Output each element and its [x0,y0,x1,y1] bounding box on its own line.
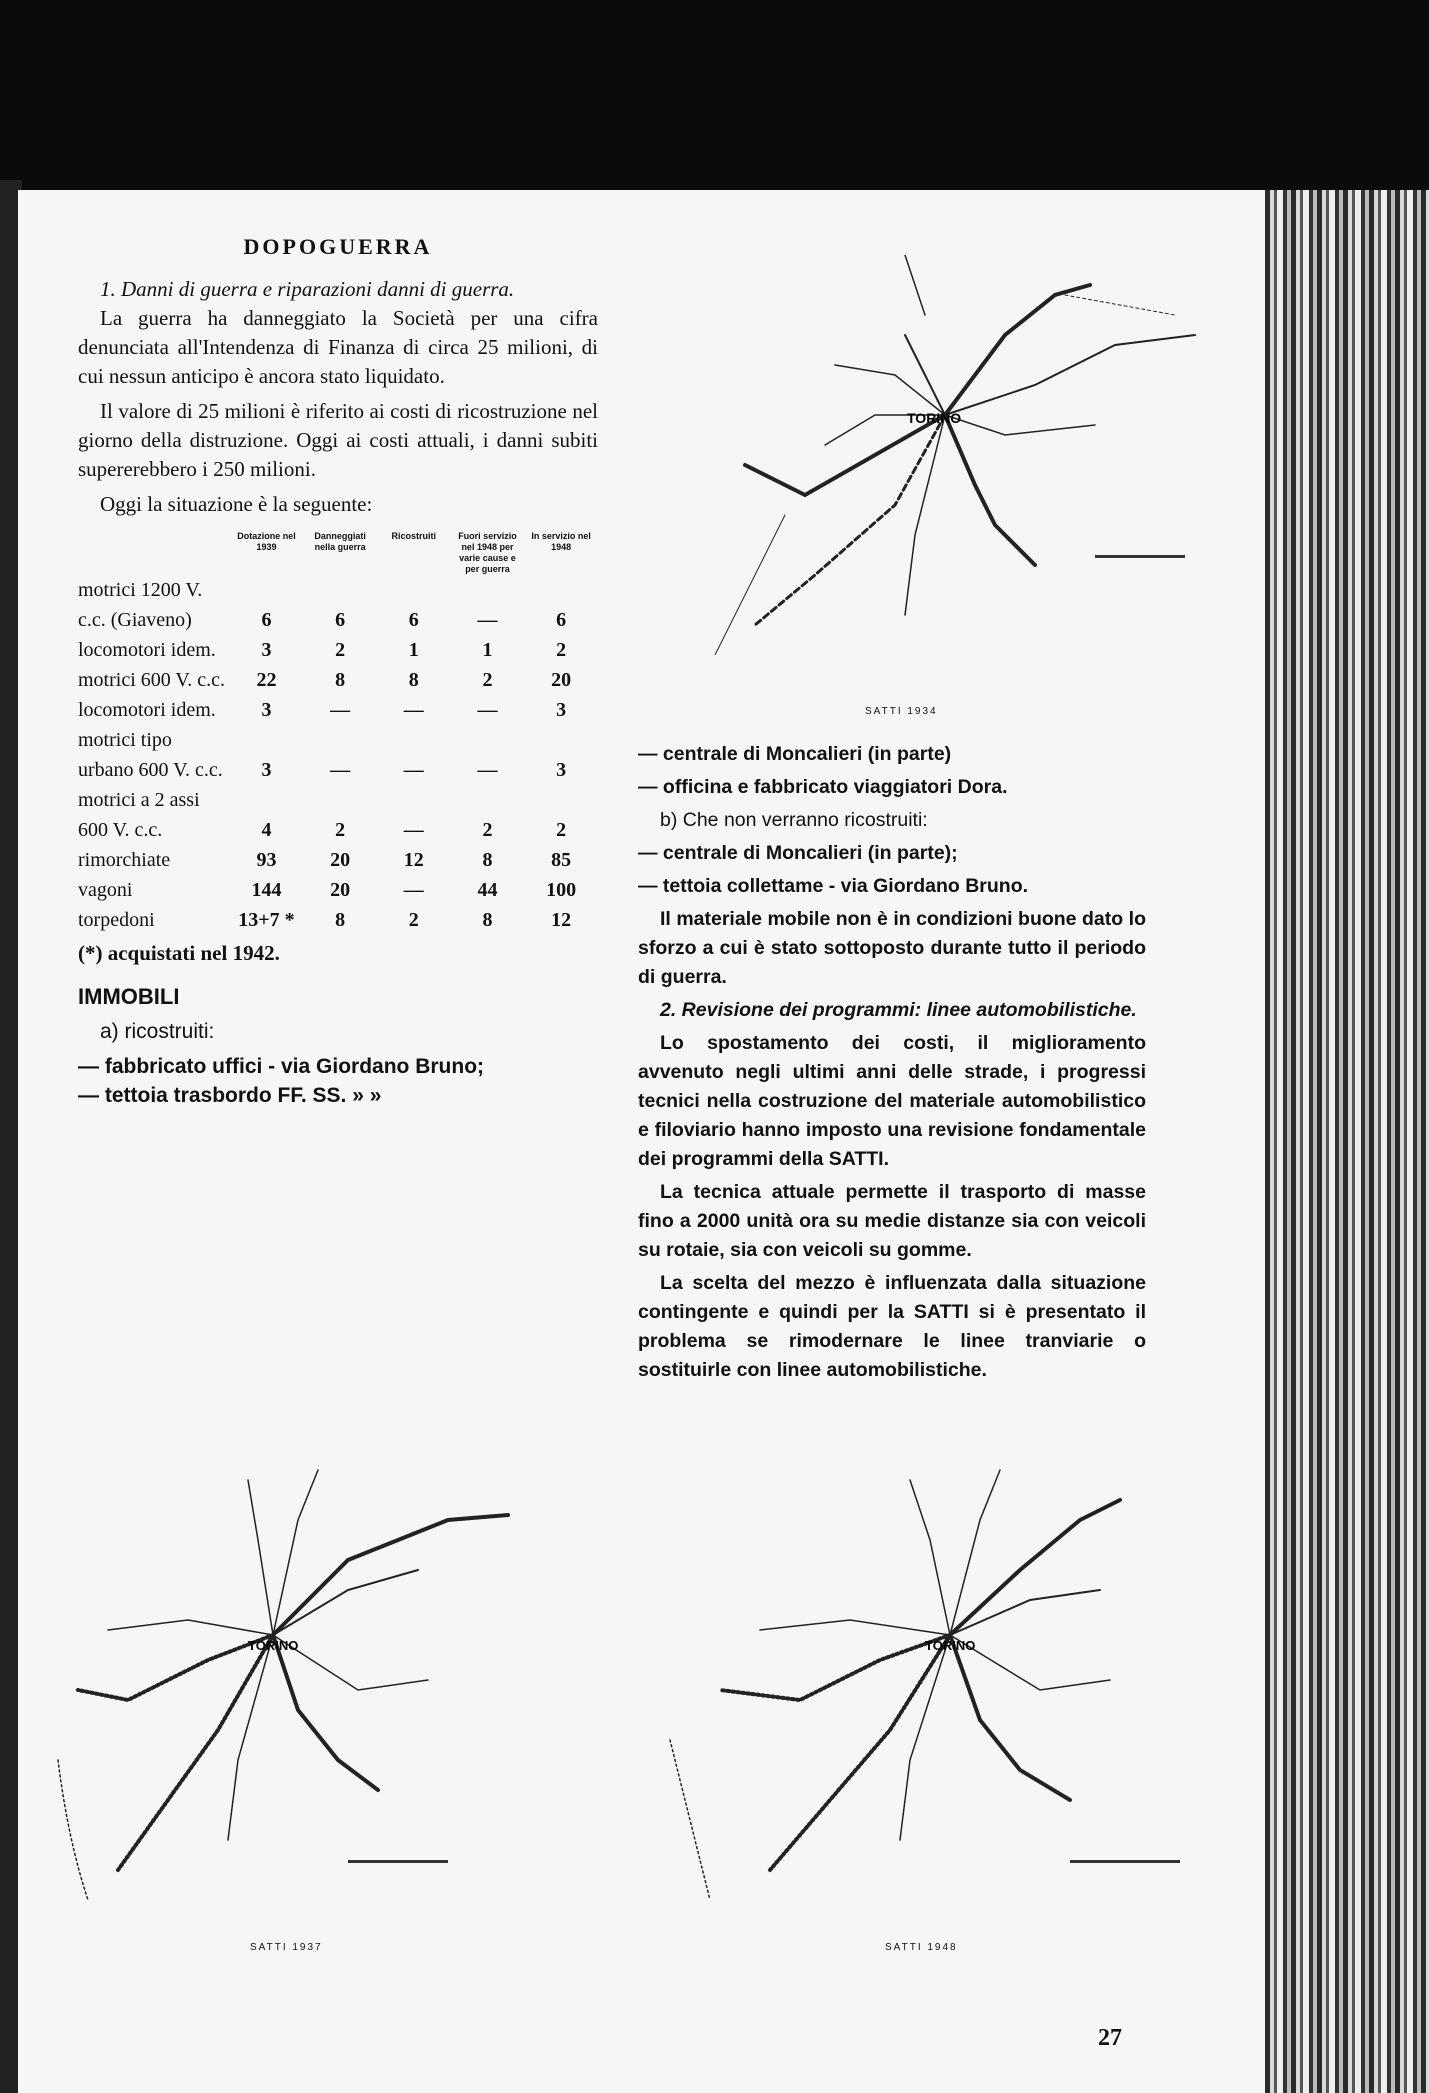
list-item: — officina e fabbricato viaggiatori Dora. [638,776,1008,798]
cell: 8 [408,669,419,691]
row-label: motrici tipo urbano 600 V. c.c. [78,729,223,781]
immobili-a-item: — tettoia trasbordo FF. SS. » » [78,1084,382,1107]
cell: 8 [335,909,346,931]
list-item: — centrale di Moncalieri (in parte); [638,842,958,864]
page-number: 27 [1098,2025,1122,2051]
cell: 2 [556,819,567,841]
map-city-label: TORINO [925,1638,976,1653]
cell: 12 [551,909,572,931]
paragraph-2: Il valore di 25 milioni è riferito ai costi di ricostruzione nel giorno della distruzione. Oggi ai costi attuali, i danni subiti supererebbero i 250 milioni. [78,399,598,481]
col-header: Dotazione nel 1939 [237,531,296,552]
background-top [0,0,1429,215]
cell: 6 [335,609,346,631]
col-header: Ricostruiti [391,531,437,541]
cell: — [403,819,424,841]
list-item: — tettoia collettame - via Giordano Bruno. [638,875,1029,897]
cell: 2 [482,819,493,841]
table-header-row [78,531,598,575]
cell: 2 [482,669,493,691]
cell: 100 [546,879,577,901]
row-label: motrici 1200 V. c.c. (Giaveno) [78,579,203,631]
immobili-title: IMMOBILI [78,984,180,1009]
cell: 85 [551,849,572,871]
network-map-1948 [650,1460,1210,1930]
cell: 3 [261,639,272,661]
paragraph-e: La scelta del mezzo è influenzata dalla situazione contingente e quindi per la SATTI si è presentato il problema se rimodernare le linee tranviarie o sostituirle con linee automobilistiche. [638,1272,1146,1381]
row-label: torpedoni [78,909,155,931]
cell: 93 [256,849,277,871]
immobili-a-label: a) ricostruiti: [100,1020,215,1043]
map-caption-1937: SATTI 1937 [250,1942,323,1953]
cell: 20 [330,849,351,871]
cell: 20 [330,879,351,901]
network-map-1934 [675,255,1215,655]
cell: 6 [261,609,272,631]
cell: 2 [335,819,346,841]
page-heading: DOPOGUERRA [243,234,433,259]
table-row [78,785,598,845]
cell: 12 [403,849,424,871]
row-label: motrici 600 V. c.c. [78,669,226,691]
paragraph-d: La tecnica attuale permette il trasporto di masse fino a 2000 unità ora su medie distanze sia con veicoli su rotaie, sia con veicoli su gomme. [638,1181,1146,1261]
cell: 3 [261,699,272,721]
page-stack-edge [1265,190,1429,2093]
cell: 8 [482,849,493,871]
list-item: — centrale di Moncalieri (in parte) [638,743,952,765]
table-row [78,905,598,935]
table-row [78,845,598,875]
cell: 8 [335,669,346,691]
cell: — [477,759,498,781]
rolling-stock-table [78,531,598,935]
immobili-a-item: — fabbricato uffici - via Giordano Bruno; [78,1055,485,1078]
table-row [78,695,598,725]
cell: — [477,609,498,631]
row-label: motrici a 2 assi 600 V. c.c. [78,789,200,841]
cell: 22 [256,669,277,691]
cell: 4 [261,819,272,841]
cell: 1 [408,639,419,661]
cell: 3 [556,699,567,721]
paragraph-c: Lo spostamento dei costi, il miglioramento avvenuto negli ultimi anni delle strade, i progressi tecnici nella costruzione del materiale automobilistico e filoviario hanno imposto una revisione fondamentale dei programmi della SATTI. [638,1032,1146,1170]
map-city-label: TORINO [907,410,962,426]
cell: — [477,699,498,721]
cell: — [403,759,424,781]
col-header: In servizio nel 1948 [531,531,591,552]
row-label: rimorchiate [78,849,171,871]
cell: 2 [335,639,346,661]
cell: — [330,759,351,781]
cell: 2 [408,909,419,931]
table-row [78,575,598,635]
cell: 8 [482,909,493,931]
right-column [638,740,1146,1389]
map-city-label: TORINO [248,1638,299,1653]
cell: 44 [477,879,498,901]
cell: — [330,699,351,721]
table-row [78,875,598,905]
table-row [78,725,598,785]
table-row [78,665,598,695]
row-label: vagoni [78,879,133,901]
cell: 2 [556,639,567,661]
section1-title: 1. Danni di guerra e riparazioni danni di guerra. [100,277,515,301]
paragraph-1: La guerra ha danneggiato la Società per una cifra denunciata all'Intendenza di Finanza di circa 25 milioni, di cui nessun anticipo è ancora stato liquidato. [78,306,598,388]
map-caption-1948: SATTI 1948 [885,1942,958,1953]
cell: — [403,879,424,901]
col-header: Danneggiati nella guerra [314,531,366,552]
cell: 1 [482,639,493,661]
cell: 6 [408,609,419,631]
cell: — [403,699,424,721]
table-row [78,635,598,665]
col-header: Fuori servizio nel 1948 per varie cause e per guerra [458,531,517,574]
cell: 13+7 * [238,909,295,931]
table-footnote: (*) acquistati nel 1942. [78,941,280,965]
paragraph-3: Oggi la situazione è la seguente: [100,492,373,516]
cell: 3 [556,759,567,781]
cell: 6 [556,609,567,631]
paragraph-b: Il materiale mobile non è in condizioni buone dato lo sforzo a cui è stato sottoposto durante tutto il periodo di guerra. [638,908,1146,988]
map-caption-1934: SATTI 1934 [865,706,938,717]
left-column [78,232,598,1110]
cell: 144 [251,879,282,901]
network-map-1937 [48,1460,608,1930]
row-label: locomotori idem. [78,699,216,721]
row-label: locomotori idem. [78,639,216,661]
cell: 3 [261,759,272,781]
cell: 20 [551,669,572,691]
section2-title: 2. Revisione dei programmi: linee automobilistiche. [660,999,1137,1021]
b-label: b) Che non verranno ricostruiti: [660,809,928,831]
